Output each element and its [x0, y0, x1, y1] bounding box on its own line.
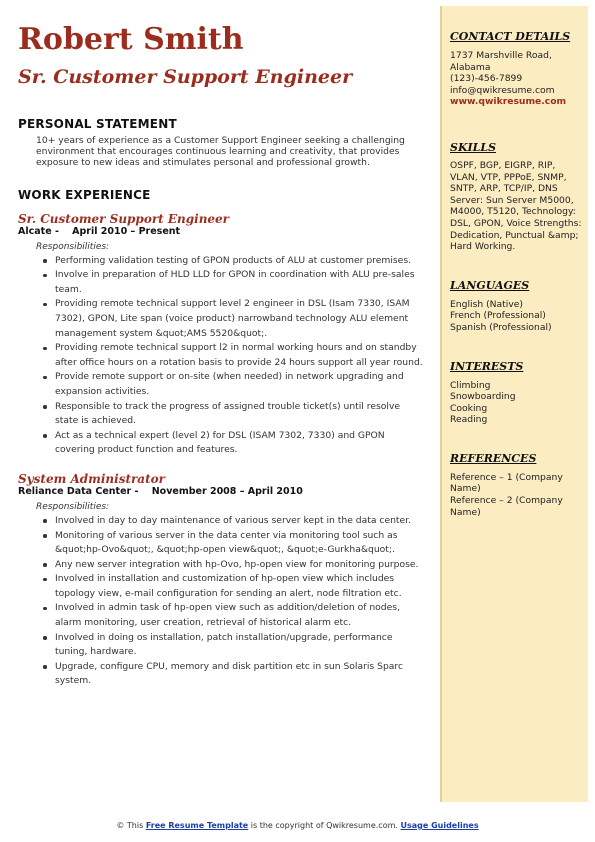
skills-section	[450, 141, 588, 253]
list-item: Act as a technical expert (level 2) for DSL (ISAM 7302, 7330) and GPON covering product function and features.	[55, 429, 426, 458]
job-title: System Administrator	[18, 471, 165, 486]
personal-statement-heading: PERSONAL STATEMENT	[18, 117, 177, 131]
job-company-line	[18, 486, 426, 498]
personal-statement-text: 10+ years of experience as a Customer Support Engineer seeking a challenging environment that encourages continuous learning and creativity, that provides exposure to new ideas and stimulates personal and professional growth.	[36, 135, 405, 169]
list-item: Involved in admin task of hp-open view such as addition/deletion of nodes, alarm monitoring, user creation, retrieval of historical alarm etc.	[55, 601, 426, 630]
phone-number: (123)-456-7899	[450, 73, 523, 85]
list-item: Reading	[450, 414, 488, 426]
skills-text: OSPF, BGP, EIGRP, RIP, VLAN, VTP, PPPoE, SNMP, SNTP, ARP, TCP/IP, DNS Server: Sun Server M5000, M4000, T5120, Technology: DSL, GPON, Voice Strengths: Dedication, Punctual &amp; Hard Working.	[450, 159, 582, 253]
list-item: Monitoring of various server in the data center via monitoring tool such as &quot;hp-Ovo&quot;, &quot;hp-open view&quot;, &quot;e-Gurkha&quot;.	[55, 529, 426, 558]
references-heading: REFERENCES	[450, 451, 537, 465]
list-item: Performing validation testing of GPON products of ALU at customer premises.	[55, 254, 426, 269]
contact-heading: CONTACT DETAILS	[450, 30, 571, 43]
list-item: Providing remote technical support level 2 engineer in DSL (Isam 7330, ISAM 7302), GPON, Lite span (voice product) narrowband technology ALU element management system &quot;AMS 5520&quot;.	[55, 297, 426, 341]
job-company-line	[18, 226, 426, 238]
work-experience-section	[18, 188, 426, 689]
work-experience-heading: WORK EXPERIENCE	[18, 187, 151, 202]
usage-guidelines-link[interactable]: Usage Guidelines	[400, 821, 479, 830]
footer-prefix: © This	[116, 821, 144, 830]
candidate-title: Sr. Customer Support Engineer	[18, 66, 353, 88]
list-item: Involved in day to day maintenance of various server kept in the data center.	[55, 514, 426, 529]
interests-list	[450, 380, 588, 426]
job-title: Sr. Customer Support Engineer	[18, 211, 230, 226]
list-item: English (Native)	[450, 298, 524, 310]
contact-details	[450, 50, 588, 108]
list-item: Reference – 1 (Company Name)	[450, 471, 563, 495]
languages-section	[450, 279, 588, 334]
job-company: Reliance Data Center -	[18, 485, 139, 497]
candidate-name: Robert Smith	[18, 22, 244, 57]
sidebar	[440, 6, 588, 802]
responsibilities-list	[18, 254, 426, 458]
list-item: French (Professional)	[450, 310, 546, 322]
interests-section	[450, 360, 588, 426]
list-item: Upgrade, configure CPU, memory and disk partition etc in sun Solaris Sparc system.	[55, 660, 426, 689]
list-item: Snowboarding	[450, 391, 516, 403]
main-column	[18, 22, 426, 689]
website-link[interactable]: www.qwikresume.com	[450, 96, 567, 108]
list-item: Provide remote support or on-site (when needed) in network upgrading and expansion activities.	[55, 370, 426, 399]
free-resume-template-link[interactable]: Free Resume Template	[145, 821, 249, 830]
list-item: Involve in preparation of HLD LLD for GPON in coordination with ALU pre-sales team.	[55, 268, 426, 297]
list-item: Involved in doing os installation, patch installation/upgrade, performance tuning, hardware.	[55, 631, 426, 660]
list-item: Climbing	[450, 379, 491, 391]
references-list	[450, 472, 588, 518]
list-item: Providing remote technical support l2 in normal working hours and on standby after office hours on a rotation basis to provide 24 hours support all year round.	[55, 341, 426, 370]
contact-section	[450, 30, 588, 108]
list-item: Reference – 2 (Company Name)	[450, 495, 563, 518]
list-item: Responsible to track the progress of assigned trouble ticket(s) until resolve state is achieved.	[55, 400, 426, 429]
languages-list	[450, 299, 588, 334]
job-entry	[18, 212, 426, 458]
responsibilities-list	[18, 514, 426, 689]
job-dates: November 2008 – April 2010	[151, 485, 303, 497]
responsibilities-label: Responsibilities:	[36, 501, 110, 512]
job-company: Alcate -	[18, 225, 59, 237]
personal-statement-section	[18, 117, 426, 169]
address-line: Alabama	[450, 61, 491, 73]
address-line: 1737 Marshville Road,	[450, 50, 552, 61]
responsibilities-label: Responsibilities:	[36, 241, 110, 252]
footer	[0, 821, 595, 831]
list-item: Any new server integration with hp-Ovo, hp-open view for monitoring purpose.	[55, 558, 426, 573]
email-address[interactable]: info@qwikresume.com	[450, 84, 555, 96]
languages-heading: LANGUAGES	[450, 278, 530, 292]
list-item: Cooking	[450, 402, 488, 414]
list-item: Involved in installation and customization of hp-open view which includes topology view, e-mail configuration for sending an alert, node filtration etc.	[55, 572, 426, 601]
skills-heading: SKILLS	[450, 140, 497, 154]
footer-copyright-text: is the copyright of Qwikresume.com.	[250, 821, 398, 830]
interests-heading: INTERESTS	[450, 359, 524, 373]
references-section	[450, 452, 588, 518]
list-item: Spanish (Professional)	[450, 321, 552, 333]
job-dates: April 2010 – Present	[72, 225, 181, 237]
job-entry	[18, 472, 426, 689]
